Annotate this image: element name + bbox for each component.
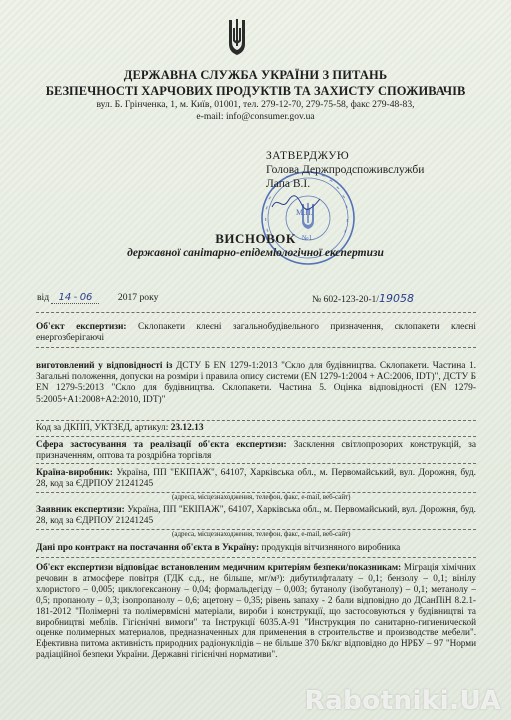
section-object-label: Об'єкт експертизи: [36,322,127,332]
section-criteria-label: Об'єкт експертизи відповідає встановленим медичним критеріям безпеки/показникам: [36,562,402,572]
applicant-caption: (адреса, місцезнаходження, телефон, факс, e-mail, веб-сайт) [172,530,351,538]
document-number [312,292,414,305]
section-code-label: Код за ДКПП, УКТЗЕД, артикул: [36,423,169,433]
approve-position: Голова Держпродспоживслужби [266,164,425,176]
section-object-text: Склопакети клеєні загальнобудівельного призначення, склопакети клеєні енергозберігаючі [36,322,476,344]
section-scope-text: Засклення світлопрозорих конструкцій, за призначенням, оптова та роздрібна торгівля [36,440,477,462]
date-day: 14 [58,292,72,303]
agency-name-line2: БЕЗПЕЧНОСТІ ХАРЧОВИХ ПРОДУКТІВ ТА ЗАХИСТУ СПОЖИВАЧІВ [45,84,466,98]
date-day-month: 14 - 06 [51,292,99,304]
section-criteria [36,562,476,660]
document-number-printed: № 602-123-20-1/ [312,294,379,305]
document-subtitle: державної санітарно-епідеміологічної експертизи [127,247,384,259]
divider [36,347,476,348]
section-applicant-text: Україна, ПП "ЕКІПАЖ", 64107, Харківська обл., м. Первомайський, вул. Дорожня, буд. 28, код за ЄДРПОУ 21241245 [36,505,476,527]
date-line [37,292,158,304]
divider [36,436,476,437]
section-applicant [36,505,476,527]
document-title: ВИСНОВОК [215,231,296,246]
section-object [36,322,476,344]
stamp-number: №1 [302,234,313,242]
date-month: 06 [79,292,93,303]
section-applicant-label: Заявник експертизи: [36,505,125,515]
section-country [36,468,476,490]
section-code-value: 23.12.13 [170,423,204,433]
divider [36,420,476,421]
ukraine-trident-icon [226,18,248,56]
approve-name: Лапа В.І. [266,178,311,190]
section-standard [36,361,476,406]
agency-name-line1: ДЕРЖАВНА СЛУЖБА УКРАЇНИ З ПИТАНЬ [123,68,388,82]
agency-email: e-mail: info@consumer.gov.ua [196,111,315,122]
agency-address: вул. Б. Грінченка, 1, м. Київ, 01001, тел. 279-12-70, 279-75-58, факс 279-48-83, [96,99,415,110]
divider [36,463,476,464]
document-number-handwritten: 19058 [378,292,414,305]
section-code [36,423,476,434]
signature [270,193,330,213]
section-scope [36,440,476,462]
stamp-mp-text: М.П. [296,208,313,217]
country-caption: (адреса, місцезнаходження, телефон, факс, e-mail, веб-сайт) [172,493,351,501]
divider [36,312,476,313]
divider [36,557,476,558]
section-country-text: Україна, ПП "ЕКІПАЖ", 64107, Харківська обл., м. Первомайський, вул. Дорожня, буд. 28, код за ЄДРПОУ 21241245 [36,468,476,490]
site-watermark: Rabotniki.UA [304,686,501,716]
section-contract-text: продукція вітчизняного виробника [261,543,401,553]
section-criteria-text: Міграція хімічних речовин в атмосфере повітря (ГДК с.д., не більше, мг/м³): дибутилфталату – 0,1; бензолу – 0,1; вінілу хлористого – 0,005; циклогексанону – 0,04; формальдегіду – 0,003; бутанолу (ізобутанолу) – 0,1; метанолу – 0,5; пропанолу – 0,3; ізопропанолу – 0,6; ацетону – 0,35; рівень запаху - 2 бали відповідно до ДСанПіН 8.2.1-181-2012 "Полімерні та полімервмісні матеріали, вироби і конструкції, що застосовуються у будівництві та виробництві меблів. Гігієнічні вимоги" та Інструкції 6035.А-91 "Инструкция по санитарно-гигиенической оценке полимерных материалов, предназначенных для применения в строительстве и производстве мебели". Ефективна питома активність природних радіонуклідів – не більше 370 Бк/кг відповідно до НРБУ – 97 "Норми радіаційної безпеки України. Державні гігієнічні нормативи". [36,562,477,660]
section-country-label: Країна-виробник: [36,468,113,478]
section-contract [36,543,476,554]
section-contract-label: Дані про контракт на постачання об'єкта в Україну: [36,543,260,553]
approve-label: ЗАТВЕРДЖУЮ [266,150,350,162]
date-from-label: від [37,292,50,303]
date-year: 2017 року [117,292,159,303]
section-standard-label: виготовлений у відповідності із [36,361,173,371]
section-standard-text: ДСТУ Б ЕN 1279-1:2013 "Скло для будівництва. Склопакети. Частина 1. Загальні положення, допуски на розміри і правила опису системи (EN 1279-1:2004 + AC:2006, IDT)", ДСТУ Б ЕN 1279-5:2013 "Скло для будівництва. Склопакети. Частина 5. Оцінка відповідності (EN 1279-5:2005+A1:2008+A2:2010, IDT)" [36,361,476,405]
section-scope-label: Сфера застосування та реалізації об'єкта експертизи: [36,440,287,450]
